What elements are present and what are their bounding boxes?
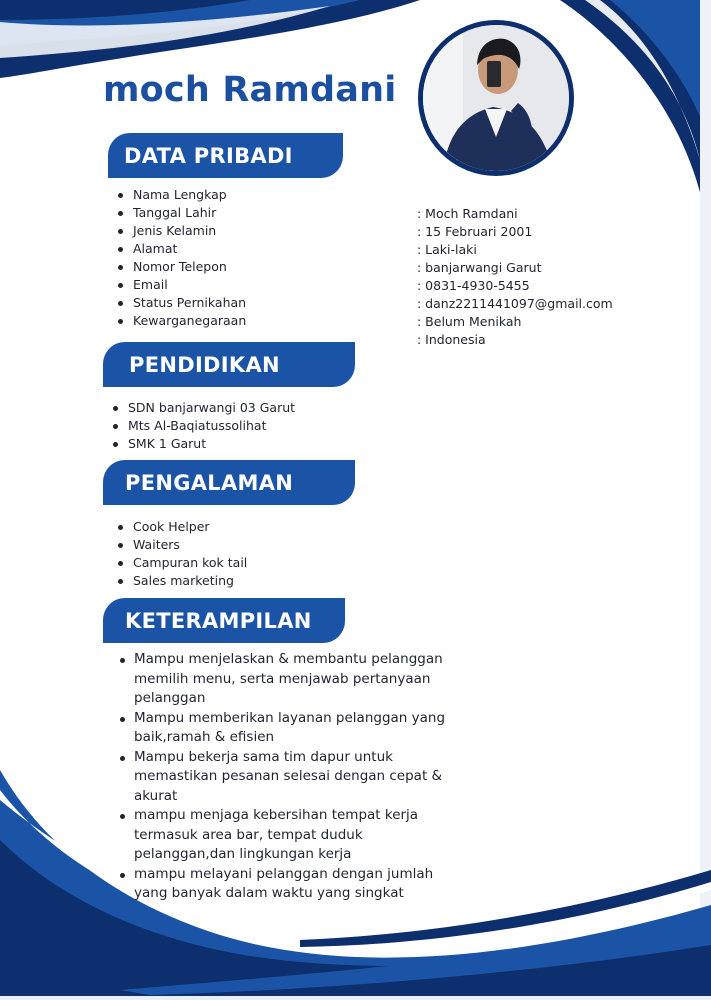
list-item: Mts Al-Baqiatussolihat [113,417,295,435]
list-item: : 0831-4930-5455 [417,278,530,293]
list-item: Email [118,276,246,294]
list-item: : Laki-laki [417,242,477,257]
list-item: mampu melayani pelanggan dengan jumlah yang banyak dalam waktu yang singkat [120,865,465,904]
section-banner-keterampilan [103,598,345,643]
personal-labels-list [118,186,246,330]
list-item: Mampu menjelaskan & membantu pelanggan memilih menu, serta menjawab pertanyaan pelanggan [120,650,465,709]
section-banner-pendidikan [103,342,355,387]
list-item: mampu menjaga kebersihan tempat kerja termasuk area bar, tempat duduk pelanggan,dan lingkungan kerja [120,806,465,865]
list-item: Mampu memberikan layanan pelanggan yang baik,ramah & efisien [120,709,465,748]
list-item: SDN banjarwangi 03 Garut [113,399,295,417]
list-item: Nomor Telepon [118,258,246,276]
list-item: : 15 Februari 2001 [417,224,533,239]
list-item: Waiters [118,536,247,554]
section-title: PENGALAMAN [125,470,294,495]
list-item: SMK 1 Garut [113,435,295,453]
list-item: : Belum Menikah [417,314,522,329]
list-item: Tanggal Lahir [118,204,246,222]
list-item: : Indonesia [417,332,486,347]
list-item: Alamat [118,240,246,258]
skills-list [120,650,465,904]
section-title: DATA PRIBADI [124,143,293,168]
section-title: PENDIDIKAN [129,352,280,377]
profile-photo [418,20,574,176]
education-list [113,399,295,453]
section-banner-data-pribadi [108,133,343,178]
list-item: Mampu bekerja sama tim dapur untuk memastikan pesanan selesai dengan cepat & akurat [120,748,465,807]
section-banner-pengalaman [103,460,355,505]
list-item: Jenis Kelamin [118,222,246,240]
section-title: KETERAMPILAN [125,608,312,633]
list-item: Cook Helper [118,518,247,536]
list-item: Status Pernikahan [118,294,246,312]
list-item: : banjarwangi Garut [417,260,542,275]
list-item: : Moch Ramdani [417,206,518,221]
list-item: Sales marketing [118,572,247,590]
candidate-name: moch Ramdani [103,70,397,110]
list-item: Kewarganegaraan [118,312,246,330]
personal-values-list [417,205,613,349]
experience-list [118,518,247,590]
list-item: Campuran kok tail [118,554,247,572]
list-item: Nama Lengkap [118,186,246,204]
list-item: : danz2211441097@gmail.com [417,296,613,311]
